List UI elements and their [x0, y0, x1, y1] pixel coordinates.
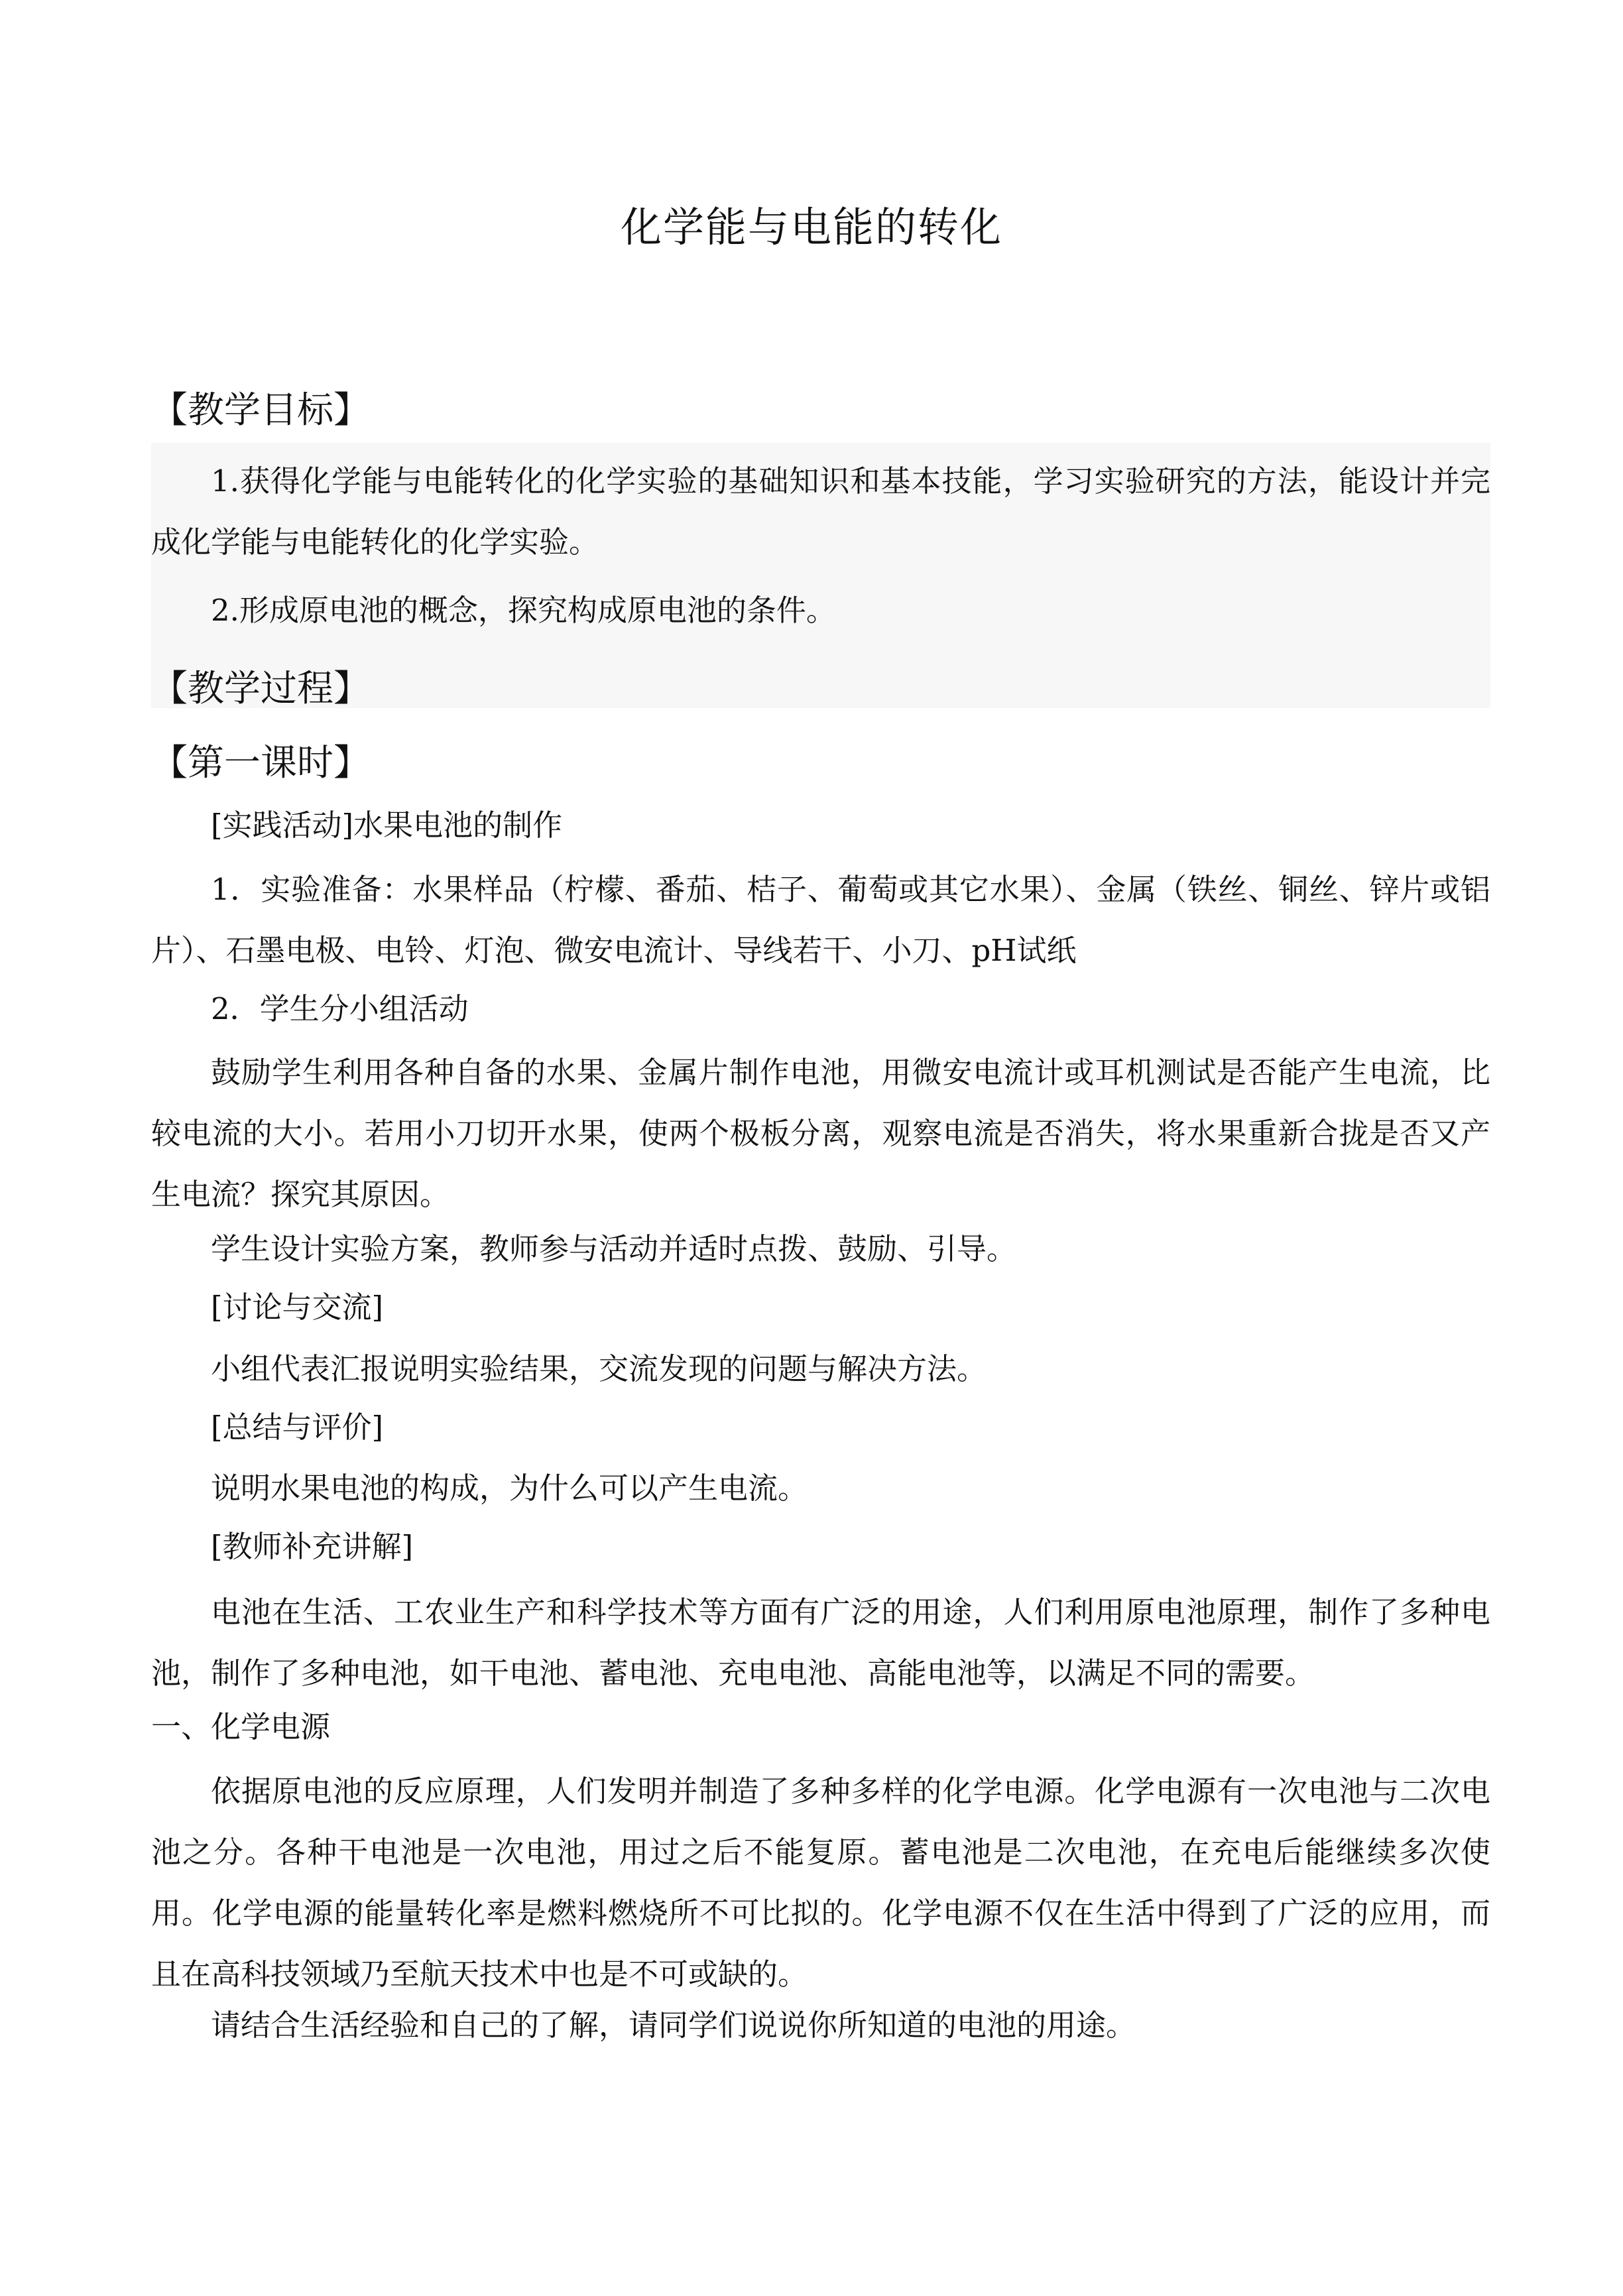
- discussion-label: [讨论与交流]: [211, 1290, 384, 1325]
- lesson-heading: 【第一课时】: [151, 741, 371, 784]
- document-title: 化学能与电能的转化: [620, 203, 1002, 251]
- summary-label: [总结与评价]: [211, 1410, 384, 1445]
- objective-2: 2.形成原电池的概念，探究构成原电池的条件。: [211, 593, 836, 628]
- para-battery: 电池在生活、工农业生产和科学技术等方面有广泛的用途，人们利用原电池原理，制作了多种电池，制作了多种电池，如干电池、蓄电池、充电电池、高能电池等，以满足不同的需要。: [151, 1595, 1490, 1691]
- para-question: 请结合生活经验和自己的了解，请同学们说说你所知道的电池的用途。: [211, 2008, 1136, 2043]
- activity-label: [实践活动]水果电池的制作: [211, 808, 563, 843]
- step-1-block: [151, 859, 1490, 981]
- summary-text: 说明水果电池的构成，为什么可以产生电流。: [211, 1471, 808, 1506]
- discussion-text: 小组代表汇报说明实验结果，交流发现的问题与解决方法。: [211, 1351, 987, 1386]
- battery-block: [151, 1582, 1490, 1704]
- process-heading: 【教学过程】: [151, 667, 371, 709]
- para-encourage: 鼓励学生利用各种自备的水果、金属片制作电池，用微安电流计或耳机测试是否能产生电流，比较电流的大小。若用小刀切开水果，使两个极板分离，观察电流是否消失，将水果重新合拢是否又产生电流？探究其原因。: [151, 1055, 1490, 1212]
- chem-source-block: [151, 1761, 1490, 2005]
- para-chem-source: 依据原电池的反应原理，人们发明并制造了多种多样的化学电源。化学电源有一次电池与二次电池之分。各种干电池是一次电池，用过之后不能复原。蓄电池是二次电池，在充电后能继续多次使用。化学电源的能量转化率是燃料燃烧所不可比拟的。化学电源不仅在生活中得到了广泛的应用，而且在高科技领域乃至航天技术中也是不可或缺的。: [151, 1774, 1490, 1992]
- objectives-heading: 【教学目标】: [151, 389, 371, 431]
- step-1: 1．实验准备：水果样品（柠檬、番茄、桔子、葡萄或其它水果）、金属（铁丝、铜丝、锌片或铝片）、石墨电极、电铃、灯泡、微安电流计、导线若干、小刀、pH试纸: [151, 872, 1490, 968]
- teacher-label: [教师补充讲解]: [211, 1529, 414, 1564]
- encourage-block: [151, 1042, 1490, 1225]
- step-2: 2．学生分小组活动: [211, 991, 469, 1026]
- para-design: 学生设计实验方案，教师参与活动并适时点拨、鼓励、引导。: [211, 1231, 1017, 1266]
- objective-1: 1.获得化学能与电能转化的化学实验的基础知识和基本技能，学习实验研究的方法，能设计并完成化学能与电能转化的化学实验。: [151, 463, 1490, 560]
- chem-source-heading: 一、化学电源: [151, 1709, 331, 1744]
- objective-1-block: [151, 451, 1490, 573]
